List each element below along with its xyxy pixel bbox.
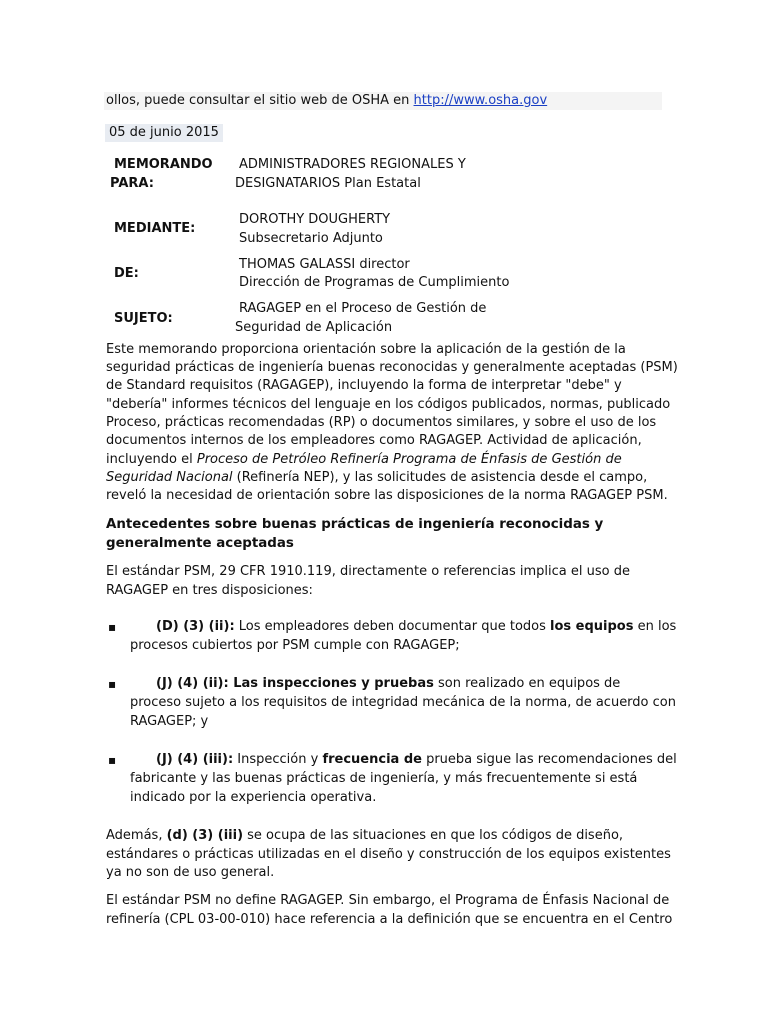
bullet3-text: prueba sigue las recomendaciones del [421,752,677,767]
para1-line: "debería" informes técnicos del lenguaje en los códigos publicados, normas, publicado [106,397,671,412]
bullet2-line1 [156,675,620,693]
para1-line: Este memorando proporciona orientación sobre la aplicación de la gestión de la [106,342,626,357]
from-name: THOMAS GALASSI director [239,257,410,272]
bullet2-text: son realizado en equipos de [433,676,621,691]
para3-line [106,827,623,845]
para2-line: El estándar PSM, 29 CFR 1910.119, directamente o referencias implica el uso de [106,564,630,579]
para4-line: refinería (CPL 03-00-010) hace referencia a la definición que se encuentra en el Centro [106,912,673,927]
section-heading-line1: Antecedentes sobre buenas prácticas de ingeniería reconocidas y [106,517,604,532]
para1-line: reveló la necesidad de orientación sobre las disposiciones de la norma RAGAGEP PSM. [106,488,668,503]
section-heading-line2: generalmente aceptadas [106,536,294,551]
through-label: MEDIANTE: [114,221,196,236]
intro-line [106,92,547,110]
bullet3-line1 [156,751,677,769]
bullet3-bold: frecuencia de [322,752,422,767]
bullet1-text: en los [633,619,677,634]
bullet1-bold: los equipos [550,619,634,634]
para4-line: El estándar PSM no define RAGAGEP. Sin embargo, el Programa de Énfasis Nacional de [106,893,670,908]
bullet1-line2: procesos cubiertos por PSM cumple con RAGAGEP; [130,638,460,653]
memo-to-line1: ADMINISTRADORES REGIONALES Y [239,157,466,172]
para1-line: seguridad prácticas de ingeniería buenas reconocidas y generalmente aceptadas (PSM) [106,360,678,375]
para1-line [106,451,622,469]
memo-to-line2: DESIGNATARIOS Plan Estatal [235,176,421,191]
para1-line: de Standard requisitos (RAGAGEP), incluyendo la forma de interpretar "debe" y [106,378,622,393]
para1-line: Proceso, prácticas recomendadas (RP) o documentos similares, y sobre el uso de los [106,415,657,430]
para3-text: se ocupa de las situaciones en que los códigos de diseño, [243,828,624,843]
para3-line: ya no son de uso general. [106,865,275,880]
bullet3-line2: fabricante y las buenas prácticas de ingeniería, y más frecuentemente si está [130,771,638,786]
subject-line1: RAGAGEP en el Proceso de Gestión de [239,301,487,316]
from-title: Dirección de Programas de Cumplimiento [239,275,510,290]
para1-italic: Seguridad Nacional [106,470,233,485]
subject-label: SUJETO: [114,311,173,326]
bullet1-code: (D) (3) (ii): [156,619,235,634]
memo-label-line1: MEMORANDO [114,157,213,172]
para3-text: Además, [106,828,167,843]
memo-date: 05 de junio 2015 [105,124,223,142]
intro-text: ollos, puede consultar el sitio web de OSHA en [106,93,414,108]
para1-line [106,469,647,487]
from-label: DE: [114,266,139,281]
bullet-marker: ▪ [108,677,117,691]
bullet1-text: Los empleadores deben documentar que todos [234,619,551,634]
bullet-marker: ▪ [108,753,117,767]
bullet3-line3: indicado por la experiencia operativa. [130,790,377,805]
bullet3-code: (J) (4) (iii): [156,752,234,767]
para1-text: (Refinería NEP), y las solicitudes de asistencia desde el campo, [232,470,648,485]
para3-bold: (d) (3) (iii) [166,828,244,843]
bullet2-line2: proceso sujeto a los requisitos de integridad mecánica de la norma, de acuerdo con [130,695,676,710]
para1-italic: Proceso de Petróleo Refinería Programa de Énfasis de Gestión de [196,452,622,467]
bullet-marker: ▪ [108,620,117,634]
para1-line: documentos internos de los empleadores como RAGAGEP. Actividad de aplicación, [106,433,642,448]
through-name: DOROTHY DOUGHERTY [239,212,391,227]
para2-line: RAGAGEP en tres disposiciones: [106,583,313,598]
para1-text: incluyendo el [106,452,197,467]
bullet2-line3: RAGAGEP; y [130,714,209,729]
through-title: Subsecretario Adjunto [239,231,383,246]
memo-label-line2: PARA: [110,176,154,191]
osha-link[interactable]: http://www.osha.gov [413,93,548,108]
bullet1-line1 [156,618,676,636]
bullet2-code: (J) (4) (ii): Las inspecciones y pruebas [156,676,434,691]
bullet3-text: Inspección y [233,752,323,767]
subject-line2: Seguridad de Aplicación [235,320,393,335]
para3-line: estándares o prácticas utilizadas en el diseño y construcción de los equipos existentes [106,847,671,862]
